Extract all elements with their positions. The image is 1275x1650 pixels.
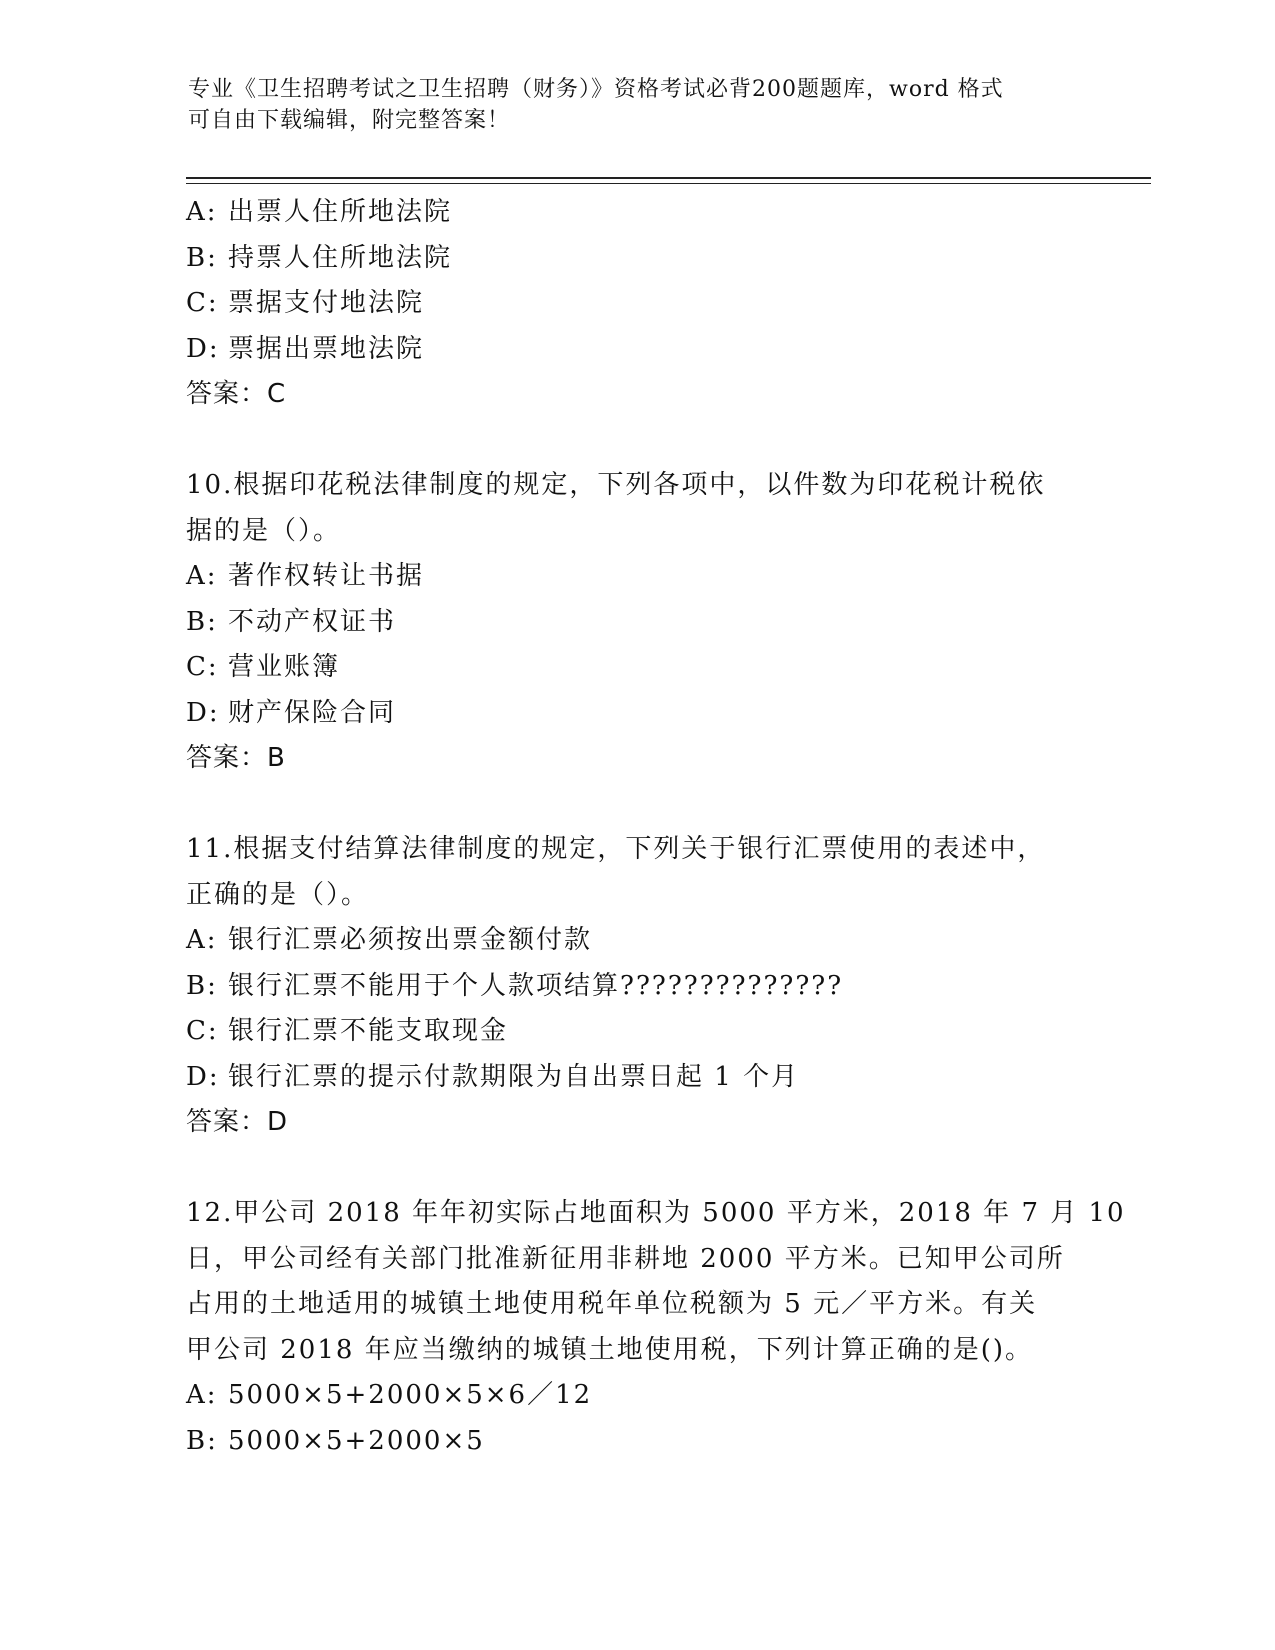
question-12-stem-line-4: 甲公司 2018 年应当缴纳的城镇土地使用税，下列计算正确的是()。: [186, 1334, 1033, 1365]
option-a: [186, 554, 1086, 600]
question-content: [186, 190, 1126, 1464]
option-letter: D:: [186, 697, 220, 728]
spacer: [186, 782, 1086, 828]
option-letter: A:: [186, 925, 218, 955]
option-letter: C:: [186, 288, 219, 318]
answer-line: 答案：C: [186, 379, 287, 409]
option-text: 银行汇票必须按出票金额付款: [228, 925, 593, 955]
question-10-stem-line-2: 据的是（）。: [186, 515, 342, 546]
header-line-1: 专业《卫生招聘考试之卫生招聘（财务）》资格考试必背200题题库，word 格式: [188, 77, 1004, 102]
option-letter: B:: [186, 242, 218, 273]
question-11-stem-line-2: 正确的是（）。: [186, 879, 370, 910]
header-rule-thick: [186, 177, 1151, 179]
question-9-block: [186, 190, 1086, 418]
option-b: [186, 964, 1086, 1010]
option-text: 5000×5+2000×5×6／12: [228, 1380, 593, 1410]
option-letter: B:: [186, 606, 218, 637]
option-text: 著作权转让书据: [228, 561, 425, 591]
option-a: [186, 918, 1086, 964]
option-a: [186, 1373, 1086, 1419]
option-text: 银行汇票不能用于个人款项结算??????????????: [228, 970, 844, 1001]
spacer: [186, 1146, 1086, 1192]
option-letter: A:: [186, 197, 218, 227]
question-10-block: [186, 463, 1086, 782]
option-d: [186, 327, 1086, 373]
spacer: [186, 418, 1086, 464]
option-text: 出票人住所地法院: [228, 197, 453, 227]
option-d: [186, 691, 1086, 737]
option-c: [186, 645, 1086, 691]
question-10-stem-line-1: 10.根据印花税法律制度的规定，下列各项中，以件数为印花税计税依: [186, 470, 1046, 500]
option-c: [186, 281, 1086, 327]
question-12-stem-line-3: 占用的土地适用的城镇土地使用税年单位税额为 5 元／平方米。有关: [186, 1289, 1038, 1319]
option-text: 营业账簿: [228, 652, 341, 682]
option-letter: B:: [186, 970, 218, 1001]
option-letter: C:: [186, 652, 219, 682]
option-text: 5000×5+2000×5: [228, 1425, 485, 1456]
document-header: [188, 74, 1068, 136]
header-line-2: 可自由下载编辑，附完整答案！: [188, 108, 511, 133]
option-text: 银行汇票的提示付款期限为自出票日起 1 个月: [228, 1061, 800, 1092]
question-11-stem-line-1: 11.根据支付结算法律制度的规定，下列关于银行汇票使用的表述中，: [186, 834, 1046, 864]
option-b: [186, 236, 1086, 282]
answer-line: 答案：D: [186, 1107, 289, 1137]
option-text: 财产保险合同: [228, 697, 397, 728]
question-12-block: [186, 1191, 1126, 1464]
question-12-stem-line-2: 日，甲公司经有关部门批准新征用非耕地 2000 平方米。已知甲公司所: [186, 1243, 1065, 1274]
question-12-stem-line-1: 12.甲公司 2018 年年初实际占地面积为 5000 平方米，2018 年 7 月 10: [186, 1198, 1126, 1228]
option-text: 票据出票地法院: [228, 333, 425, 364]
header-rule-thin: [186, 183, 1151, 184]
option-letter: A:: [186, 1380, 218, 1410]
option-text: 票据支付地法院: [228, 288, 425, 318]
option-b: [186, 600, 1086, 646]
option-d: [186, 1055, 1086, 1101]
option-a: [186, 190, 1086, 236]
option-b: [186, 1419, 1086, 1465]
option-letter: D:: [186, 333, 220, 364]
option-text: 不动产权证书: [228, 606, 397, 637]
option-text: 持票人住所地法院: [228, 242, 453, 273]
answer-line: 答案：B: [186, 743, 286, 773]
option-letter: A:: [186, 561, 218, 591]
option-letter: C:: [186, 1016, 219, 1046]
option-letter: D:: [186, 1061, 220, 1092]
question-11-block: [186, 827, 1086, 1146]
option-text: 银行汇票不能支取现金: [228, 1016, 509, 1046]
option-c: [186, 1009, 1086, 1055]
option-letter: B:: [186, 1425, 218, 1456]
